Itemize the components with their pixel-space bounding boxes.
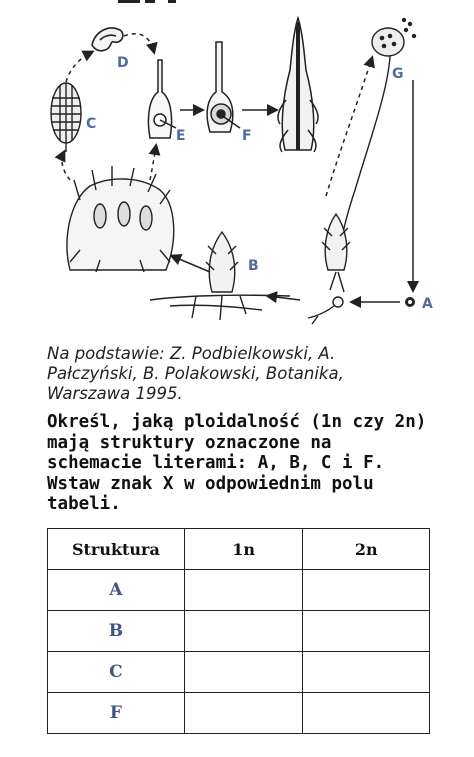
source-line-1: Na podstawie: Z. Podbielkowski, A. bbox=[47, 344, 336, 363]
source-citation bbox=[47, 344, 447, 404]
answer-cell-a-1n[interactable] bbox=[184, 570, 303, 611]
answer-cell-c-1n[interactable] bbox=[184, 652, 303, 693]
header-2n: 2n bbox=[303, 529, 430, 570]
answer-cell-a-2n[interactable] bbox=[303, 570, 430, 611]
structure-e-drawing bbox=[148, 60, 176, 138]
table-header-row bbox=[48, 529, 430, 570]
task-question bbox=[47, 412, 457, 515]
question-line-3: schemacie literami: A, B, C i F. bbox=[47, 453, 385, 473]
structure-cell-c: C bbox=[48, 652, 185, 693]
young-sporophyte-drawing bbox=[278, 18, 318, 152]
label-c: C bbox=[86, 116, 97, 132]
structure-g-drawing bbox=[338, 19, 416, 261]
label-d: D bbox=[117, 55, 129, 71]
label-f: F bbox=[242, 128, 252, 144]
answer-cell-b-1n[interactable] bbox=[184, 611, 303, 652]
answer-cell-f-1n[interactable] bbox=[184, 693, 303, 734]
mature-gametophyte-drawing bbox=[67, 166, 174, 272]
source-line-2: Pałczyński, B. Polakowski, Botanika, bbox=[47, 364, 344, 383]
header-1n: 1n bbox=[184, 529, 303, 570]
question-line-5: tabeli. bbox=[47, 494, 121, 514]
answer-cell-c-2n[interactable] bbox=[303, 652, 430, 693]
structure-c-drawing bbox=[51, 83, 81, 152]
table-row bbox=[48, 652, 430, 693]
label-e: E bbox=[176, 128, 186, 144]
table-row bbox=[48, 693, 430, 734]
label-g: G bbox=[392, 66, 404, 82]
answer-cell-b-2n[interactable] bbox=[303, 611, 430, 652]
question-line-1: Określ, jaką ploidalność (1n czy 2n) bbox=[47, 412, 427, 432]
question-line-2: mają struktury oznaczone na bbox=[47, 432, 332, 453]
label-a: A bbox=[422, 296, 433, 312]
table-row bbox=[48, 611, 430, 652]
structure-cell-a: A bbox=[48, 570, 185, 611]
arrow-b-to-gametophyte bbox=[172, 256, 210, 272]
answer-cell-f-2n[interactable] bbox=[303, 693, 430, 734]
table-row bbox=[48, 570, 430, 611]
structure-f-drawing bbox=[207, 42, 240, 132]
arrow-sporophyte-to-g bbox=[326, 58, 372, 196]
answer-table bbox=[47, 528, 430, 734]
arrow-protonema-to-b bbox=[268, 296, 300, 300]
structure-cell-b: B bbox=[48, 611, 185, 652]
cropped-top-text bbox=[118, 0, 176, 3]
structure-a-drawing bbox=[405, 297, 415, 307]
gametophyte-with-sporophyte-drawing bbox=[322, 214, 350, 292]
source-line-3: Warszawa 1995. bbox=[47, 384, 183, 403]
structure-d-drawing bbox=[92, 28, 123, 51]
structure-cell-f: F bbox=[48, 693, 185, 734]
protonema-drawing bbox=[308, 297, 343, 324]
label-b: B bbox=[248, 258, 259, 274]
moss-life-cycle-diagram bbox=[0, 0, 474, 340]
question-line-4: Wstaw znak X w odpowiednim polu bbox=[47, 473, 374, 494]
header-structure: Struktura bbox=[48, 529, 185, 570]
